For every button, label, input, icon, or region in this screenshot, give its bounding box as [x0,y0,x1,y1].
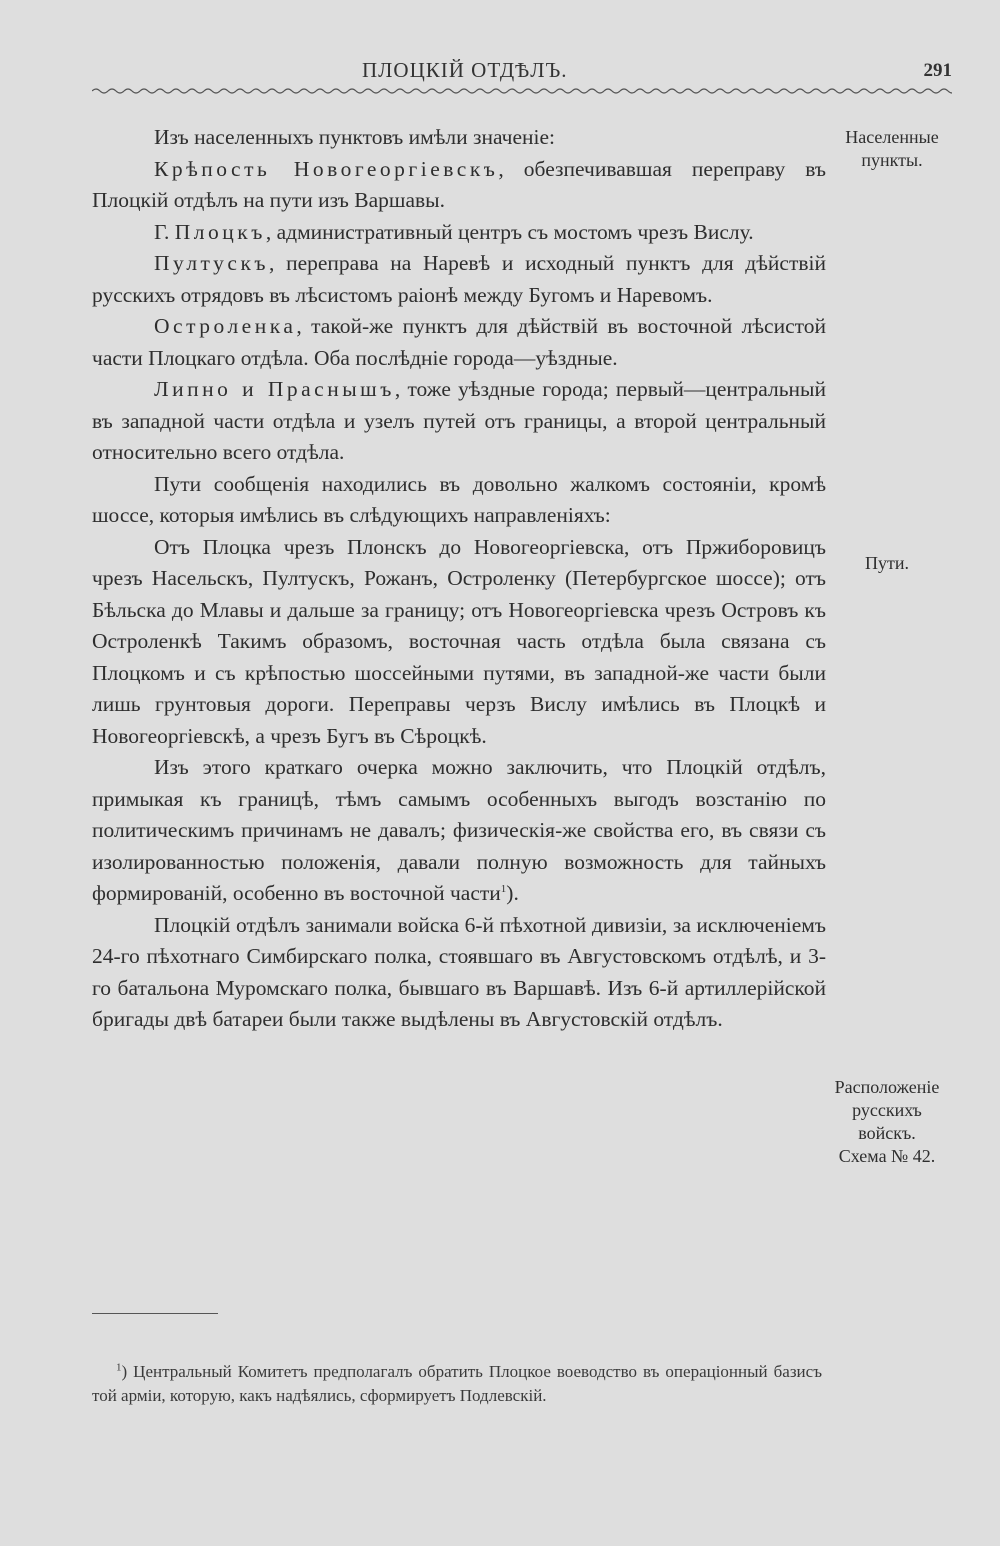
paragraph-text: Изъ населенныхъ пунктовъ имѣли значеніе: [154,125,556,149]
main-text [92,122,826,1036]
footnote-divider [92,1313,218,1314]
paragraph [92,217,826,249]
paragraph-text: , обезпечивавшая переправу въ Плоцкій отдѣлъ на пути изъ Варшавы. [92,156,826,212]
place-name: Плоцкъ [174,219,266,244]
margin-note-settlements: Населенные пункты. [845,127,939,170]
paragraph-text: Плоцкій отдѣлъ занимали войска 6-й пѣхотной дивизіи, за исключеніемъ 24-го пѣхотнаго Симбирскаго полка, стоявшаго въ Августовскомъ отдѣлѣ, и 3-го батальона Муромскаго полка, бывшаго въ Варшавѣ. Изъ 6-й артиллерійской бригады двѣ батареи были также выдѣлены въ Августовскій отдѣлъ. [92,912,826,1031]
paragraph [92,910,826,1036]
paragraph [92,752,826,910]
paragraph [92,532,826,753]
paragraph-text: Отъ Плоцка чрезъ Плонскъ до Новогеоргіевска, отъ Пржиборовицъ чрезъ Насельскъ, Пултускъ, Рожанъ, Остроленку (Петербургское шоссе); отъ Бѣльска до Млавы и дальше за границу; отъ Новогеоргіевска чрезъ Островъ къ Остроленкѣ Такимъ образомъ, восточная часть отдѣла была связана съ Плоцкомъ и съ крѣпостью шоссейными путями, въ западной-же части были лишь грунтовыя дороги. Переправы черзъ Вислу имѣлись въ Плоцкѣ и Новогеоргіевскѣ, а чрезъ Бугъ въ Сѣроцкѣ. [92,534,826,748]
paragraph-text: , такой-же пунктъ для дѣйствій въ восточной лѣсистой части Плоцкаго отдѣла. Оба послѣдніе города—уѣздные. [92,314,826,370]
margin-note-line: войскъ. [858,1123,916,1143]
paragraph-text: Изъ этого краткаго очерка можно заключить, что Плоцкій отдѣлъ, примыкая къ границѣ, тѣмъ самымъ особенныхъ выгодъ возстанію по политическимъ причинамъ не давалъ; физическія-же свойства его, въ связи съ изолированностью положенія, давали полную возможность для тайныхъ формированій, особенно въ восточной части [92,755,826,905]
place-name: Пултускъ [154,251,270,275]
place-name: Крѣпость Новогеоргіевскъ [154,156,499,181]
paragraph [92,122,826,154]
margin-note-line: Расположеніе [834,1077,940,1097]
margin-note-troops [812,1076,962,1168]
paragraph [92,374,826,469]
paragraph-text: , тоже уѣздные города; первый—центральный въ западной части отдѣла и узелъ путей отъ границы, а второй центральный относительно всего отдѣла. [92,377,827,464]
paragraph-text: , переправа на Наревѣ и исходный пунктъ для дѣйствій русскихъ отрядовъ въ лѣсистомъ раіонѣ между Бугомъ и Наревомъ. [92,251,826,307]
paragraph-text: ). [506,881,519,905]
margin-note-line: русскихъ [852,1100,922,1120]
paragraph [92,154,826,217]
paragraph-text: Пути сообщенія находились въ довольно жалкомъ состояніи, кромѣ шоссе, которыя имѣлись въ слѣдующихъ направленіяхъ: [92,471,826,527]
paragraph-text: , административный центръ съ мостомъ чрезъ Вислу. [265,219,754,244]
paragraph [92,311,826,374]
footnote-reference[interactable]: 1 [500,882,507,895]
running-head-title: ПЛОЦКІЙ ОТДѢЛЪ. [362,58,568,82]
margin-note-line: Схема № 42. [838,1146,936,1166]
paragraph [92,469,826,532]
footnote-marker: 1 [116,1361,122,1374]
paragraph-text: Г. [154,219,175,244]
place-name: Остроленка [154,314,297,338]
footnote-text: ) Центральный Комитетъ предполагалъ обратить Плоцкое воеводство въ операціонный базисъ той арміи, которую, какъ надѣялись, сформируетъ Подлевскій. [92,1362,822,1405]
page-number: 291 [923,60,952,81]
wavy-header-rule [92,86,952,96]
paragraph [92,248,826,311]
margin-note-roads: Пути. [865,553,909,573]
place-name: Липно и Праснышъ [154,377,395,401]
footnote [92,1360,822,1408]
